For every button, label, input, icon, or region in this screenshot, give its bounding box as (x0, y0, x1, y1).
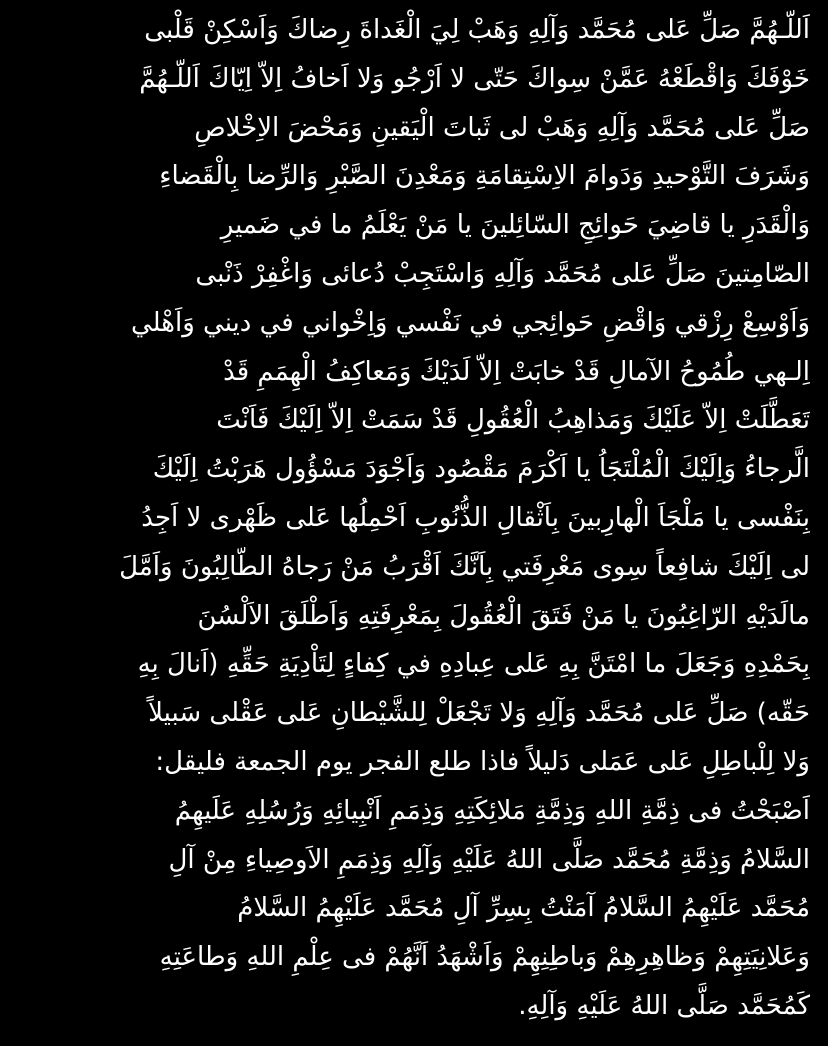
text-line: تَعَطَّلَتْ اِلاّ عَلَيْكَ وَمَذاهِبُ الْعُقُولِ قَدْ سَمَتْ اِلاّ اِلَيْكَ فَاَنْتَ (216, 405, 810, 436)
text-line: وَاَوْسِعْ رِزْقي وَاقْضِ حَوائِجي في نَفْسي وَاِخْواني في ديني وَاَهْلي (131, 307, 810, 338)
text-line: صَلِّ عَلى مُحَمَّد وَآلِهِ وَهَبْ لى ثَباتَ الْيَقينِ وَمَحْضَ الاِخْلاصِ (194, 112, 810, 143)
text-line: اَصْبَحْتُ فى ذِمَّةِ اللهِ وَذِمَّةِ مَلائِكَتِهِ وَذِمَمِ اَنْبِيائِهِ وَرُسُلِهِ عَلَيهِمُ (174, 795, 810, 826)
text-line: السَّلامُ وَذِمَّةِ مُحَمَّد صَلَّى اللهُ عَلَيْهِ وَآلِهِ وَذِمَمِ الاَوصِياءِ مِنْ آلِ (168, 844, 810, 875)
text-line: كَمُحَمَّد صَلَّى اللهُ عَلَيْهِ وَآلِهِ. (518, 990, 810, 1021)
text-line: الَّرجاءُ وَاِلَيْكَ الْمُلْتَجَاُ يا اَكْرَمَ مَقْصُود وَاَجْوَدَ مَسْؤُول هَرَبْتُ اِلَيْكَ (152, 454, 810, 485)
text-line: لى اِلَيْكَ شافِعاً سِوى مَعْرِفَتي بِاَنَّكَ اَقْرَبُ مَنْ رَجاهُ الطّالِبُونَ وَاَمَّلَ (119, 551, 810, 582)
text-line: وَالْقَدَرِ يا قاضِيَ حَوائِجِ السّائِلينَ يا مَنْ يَعْلَمُ ما في ضَميرِ (220, 210, 810, 241)
text-line: مالَدَيْهِ الرّاغِبُونَ يا مَنْ فَتَقَ الْعُقُولَ بِمَعْرِفَتِهِ وَاَطْلَقَ الاَلْسُنَ (197, 600, 810, 631)
text-line: الصّامِتينَ صَلِّ عَلى مُحَمَّد وَآلِهِ وَاسْتَجِبْ دُعائى وَاغْفِرْ ذَنْبى (195, 258, 810, 289)
text-line: وَشَرَفَ التَّوْحيدِ وَدَوامَ الاِسْتِقامَةِ وَمَعْدِنَ الصَّبْرِ وَالرِّضا بِالْقَضاءِ (159, 161, 810, 192)
text-line: وَعَلانِيَتِهِمْ وَظاهِرِهِمْ وَباطِنِهِمْ وَاَشْهَدُ اَنَّهُمْ فى عِلْمِ اللهِ وَطاعَتِهِ (159, 942, 810, 973)
text-line: اَللّـهُمَّ صَلِّ عَلى مُحَمَّد وَآلِهِ وَهَبْ لِيَ الْغَداةَ رِضاكَ وَاَسْكِنْ قَلْبى (144, 15, 810, 45)
prayer-text (18, 6, 810, 1031)
text-line: وَلا لِلْباطِلِ عَلى عَمَلى دَليلاً فاذا طلع الفجر يوم الجمعة فليقل: (155, 746, 810, 777)
text-line: حَقّه) صَلِّ عَلى مُحَمَّد وَآلِهِ وَلا تَجْعَلْ لِلشَّيْطانِ عَلى عَقْلى سَبيلاً (148, 698, 810, 729)
text-line: خَوْفَكَ وَاقْطَعْهُ عَمَّنْ سِواكَ حَتّى لا اَرْجُو وَلا اَخافُ اِلاّ اِيّاكَ اَللّـهُمَّ (139, 63, 810, 94)
text-line: مُحَمَّد عَلَيْهِمُ السَّلامُ آمَنْتُ بِسِرِّ آلِ مُحَمَّد عَلَيْهِمُ السَّلامُ (237, 893, 810, 924)
text-line: اِلـهي طُمُوحُ الآمالِ قَدْ خابَتْ اِلاّ لَدَيْكَ وَمَعاكِفُ الْهِمَمِ قَدْ (223, 356, 810, 387)
text-line: بِحَمْدِهِ وَجَعَلَ ما امْتَنَّ بِهِ عَلى عِبادِهِ في كِفاءٍ لِتَاْدِيَةِ حَقِّهِ (اَنالَ بِهِ (137, 649, 810, 680)
text-line: بِنَفْسى يا مَلْجَاَ الْهارِبينَ بِاَثْقالِ الذُّنُوبِ اَحْمِلُها عَلى ظَهْرى لا اَجِدُ (141, 502, 810, 533)
